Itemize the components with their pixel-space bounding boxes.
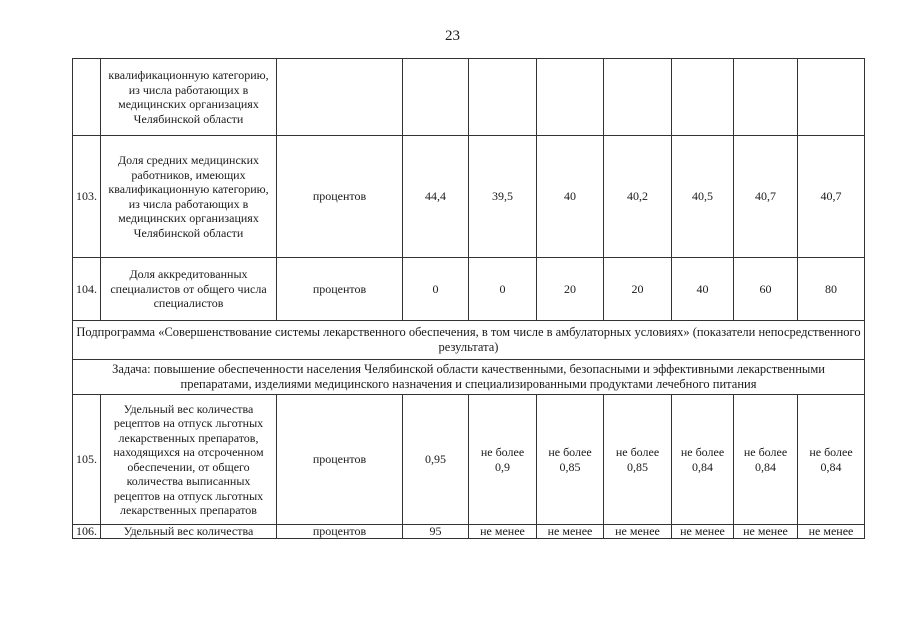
indicator-name: Доля средних медицинских работников, имеющих квалификационную категорию, из числа работающих в медицинских организациях Челябинской области bbox=[101, 136, 277, 258]
row-number: 105. bbox=[73, 395, 101, 525]
value-cell: 80 bbox=[798, 258, 865, 321]
value-cell: 40,5 bbox=[672, 136, 734, 258]
subprogram-row bbox=[73, 321, 865, 360]
table-row bbox=[73, 395, 865, 525]
value-cell: не более 0,9 bbox=[469, 395, 537, 525]
unit-cell bbox=[277, 59, 403, 136]
row-number: 103. bbox=[73, 136, 101, 258]
value-cell bbox=[537, 59, 604, 136]
value-cell: 40,2 bbox=[604, 136, 672, 258]
value-cell bbox=[672, 59, 734, 136]
table-row bbox=[73, 136, 865, 258]
value-cell: 0 bbox=[469, 258, 537, 321]
value-cell: 20 bbox=[537, 258, 604, 321]
value-cell: не менее bbox=[537, 525, 604, 539]
value-cell: 20 bbox=[604, 258, 672, 321]
value-cell bbox=[469, 59, 537, 136]
table-row bbox=[73, 59, 865, 136]
page-number: 23 bbox=[445, 28, 460, 44]
value-cell: 40 bbox=[537, 136, 604, 258]
value-cell bbox=[403, 59, 469, 136]
value-cell: не более 0,84 bbox=[672, 395, 734, 525]
value-cell bbox=[604, 59, 672, 136]
indicator-name: Удельный вес количества bbox=[101, 525, 277, 539]
value-cell: 40,7 bbox=[734, 136, 798, 258]
row-number: 104. bbox=[73, 258, 101, 321]
value-cell: не более 0,84 bbox=[798, 395, 865, 525]
value-cell: 60 bbox=[734, 258, 798, 321]
value-cell: 95 bbox=[403, 525, 469, 539]
value-cell: не более 0,85 bbox=[604, 395, 672, 525]
indicator-name: Доля аккредитованных специалистов от общего числа специалистов bbox=[101, 258, 277, 321]
value-cell: 0 bbox=[403, 258, 469, 321]
unit-cell: процентов bbox=[277, 395, 403, 525]
table-row bbox=[73, 258, 865, 321]
value-cell: 44,4 bbox=[403, 136, 469, 258]
task-heading: Задача: повышение обеспеченности населения Челябинской области качественными, безопасными и эффективными лекарственными препаратами, изделиями медицинского назначения и специализированными продуктами лечебного питания bbox=[73, 360, 865, 395]
indicator-name: Удельный вес количества рецептов на отпуск льготных лекарственных препаратов, находящихся на отсроченном обеспечении, от общего количества выписанных рецептов на отпуск льготных лекарственных препаратов bbox=[101, 395, 277, 525]
value-cell: не более 0,85 bbox=[537, 395, 604, 525]
row-number: 106. bbox=[73, 525, 101, 539]
row-number bbox=[73, 59, 101, 136]
value-cell: не более 0,84 bbox=[734, 395, 798, 525]
indicator-name: квалификационную категорию, из числа работающих в медицинских организациях Челябинской области bbox=[101, 59, 277, 136]
task-row bbox=[73, 360, 865, 395]
value-cell: не менее bbox=[798, 525, 865, 539]
value-cell: 0,95 bbox=[403, 395, 469, 525]
value-cell: 40,7 bbox=[798, 136, 865, 258]
unit-cell: процентов bbox=[277, 136, 403, 258]
value-cell: 40 bbox=[672, 258, 734, 321]
value-cell bbox=[734, 59, 798, 136]
value-cell: не менее bbox=[672, 525, 734, 539]
value-cell bbox=[798, 59, 865, 136]
unit-cell: процентов bbox=[277, 258, 403, 321]
value-cell: не менее bbox=[734, 525, 798, 539]
unit-cell: процентов bbox=[277, 525, 403, 539]
table-row bbox=[73, 525, 865, 539]
value-cell: не менее bbox=[604, 525, 672, 539]
value-cell: 39,5 bbox=[469, 136, 537, 258]
value-cell: не менее bbox=[469, 525, 537, 539]
subprogram-heading: Подпрограмма «Совершенствование системы лекарственного обеспечения, в том числе в амбулаторных условиях» (показатели непосредственного результата) bbox=[73, 321, 865, 360]
indicators-table bbox=[72, 58, 865, 539]
